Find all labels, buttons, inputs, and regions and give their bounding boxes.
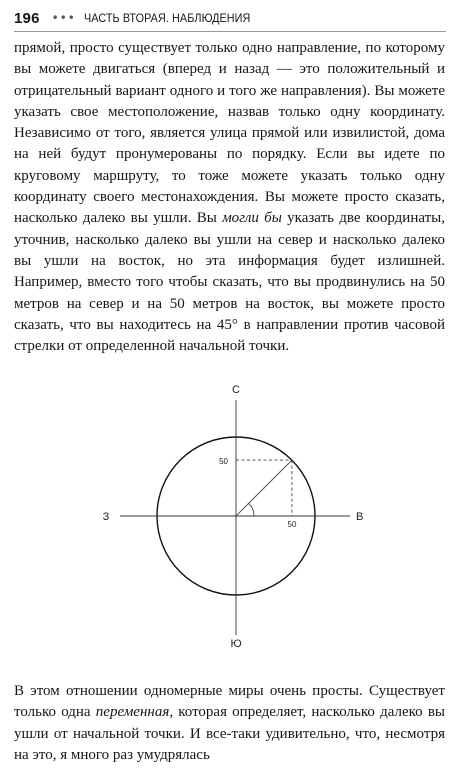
header-rule [14, 31, 446, 32]
compass-circle-diagram [90, 380, 380, 650]
angle-arc [249, 503, 254, 516]
label-west: З [102, 511, 110, 523]
label-east: В [356, 511, 364, 523]
header-dots: ••• [51, 11, 76, 25]
label-fifty-x: 50 [287, 520, 297, 529]
section-title: ЧАСТЬ ВТОРАЯ. НАБЛЮДЕНИЯ [83, 11, 251, 25]
label-south: Ю [230, 638, 242, 650]
paragraph-1-text-b: указать две координаты, уточнив, насколько далеко вы ушли на север и насколько далеко вы ушли на восток, но эта информация будет излишней. Например, вместо того чтобы сказать, что вы продвинулись на 50 метров на север и на 50 метров на восток, вы можете просто сказать, что вы находитесь на 45° в направлении против часовой стрелки от определенной начальной точки. [14, 210, 445, 355]
paragraph-1-text-a: прямой, просто существует только одно направление, по которому вы можете двигаться (вперед и назад — это положительный и отрицательный вариант одного и того же направления). Вы можете указать свое местоположение, назвав только одну координату. Независимо от того, является улица прямой или извилистой, дома на ней будут пронумерованы по порядку. Если вы идете по круговому маршруту, то тоже можете указать только одну координату своего местонахождения. Вы можете просто сказать, насколько далеко вы ушли. Вы [14, 40, 445, 227]
paragraph-1 [14, 38, 445, 357]
paragraph-2-text-a: В этом отношении одномерные миры очень просты. Существует только одна [14, 683, 445, 721]
label-north: С [232, 384, 240, 396]
page-number: 196 [14, 9, 40, 27]
paragraph-2-emphasis: переменная [95, 704, 170, 721]
paragraph-1-emphasis: могли бы [222, 210, 282, 227]
paragraph-2-text-b: , которая определяет, насколько далеко вы ушли от начальной точки. И все-таки удивительно, что, несмотря на это, я много раз умудрялась [14, 704, 446, 763]
page-header [14, 7, 446, 29]
radius-line [236, 460, 292, 516]
paragraph-2 [14, 681, 445, 766]
label-fifty-y: 50 [219, 457, 228, 466]
